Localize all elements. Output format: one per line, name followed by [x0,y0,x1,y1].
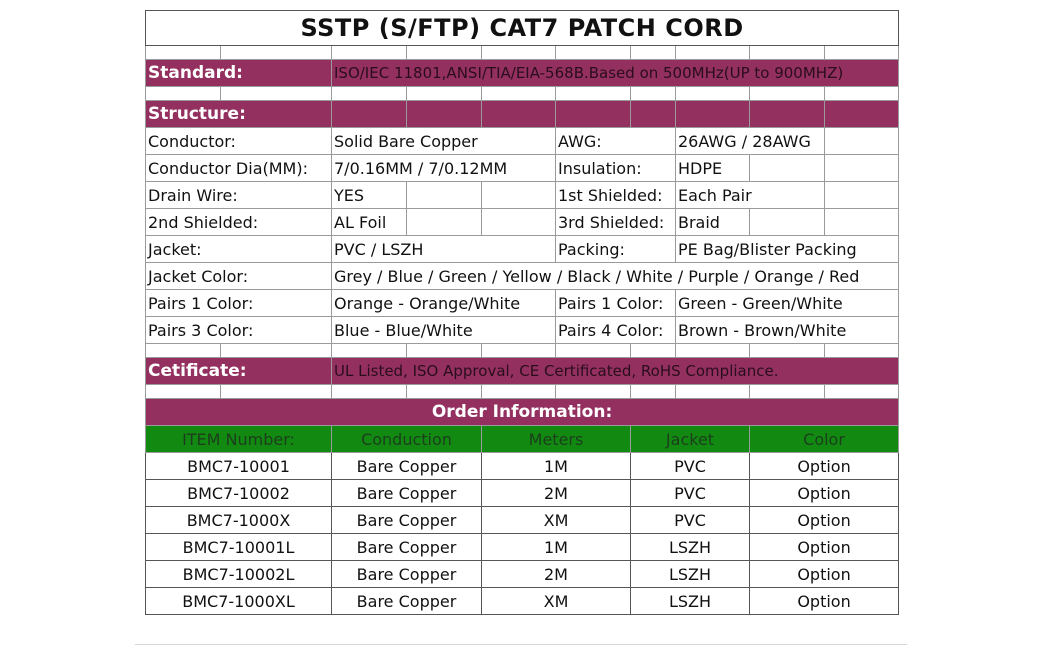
spec-label: Pairs 1 Color: [146,290,332,317]
structure-row [146,209,899,236]
table-cell: PVC [631,480,750,507]
spec-label: Pairs 3 Color: [146,317,332,344]
table-cell: 1M [482,453,631,480]
table-row [146,561,899,588]
table-cell: PVC [631,453,750,480]
spec-label: Insulation: [556,155,676,182]
table-row [146,480,899,507]
column-header: Meters [482,426,631,453]
spacer-row [146,46,899,60]
spec-label: 3rd Shielded: [556,209,676,236]
spec-value: Grey / Blue / Green / Yellow / Black / White / Purple / Orange / Red [332,263,899,290]
spec-value: 26AWG / 28AWG [676,128,825,155]
jacket-color-row [146,263,899,290]
spec-value: Braid [676,209,750,236]
spec-value: Orange - Orange/White [332,290,556,317]
table-row [146,534,899,561]
structure-row [146,182,899,209]
certificate-row [146,358,899,385]
spec-value: PE Bag/Blister Packing [676,236,899,263]
table-cell: BMC7-10001L [146,534,332,561]
table-cell: BMC7-10002L [146,561,332,588]
column-header: Conduction [332,426,482,453]
table-cell: 2M [482,480,631,507]
table-cell: Bare Copper [332,588,482,615]
column-header: Color [750,426,899,453]
table-cell: LSZH [631,588,750,615]
table-cell: Bare Copper [332,561,482,588]
spec-label: 1st Shielded: [556,182,676,209]
spec-label: Jacket: [146,236,332,263]
pairs-row [146,317,899,344]
table-cell: Bare Copper [332,453,482,480]
certificate-value: UL Listed, ISO Approval, CE Certificated, RoHS Compliance. [332,358,899,385]
table-cell: LSZH [631,534,750,561]
table-cell: XM [482,507,631,534]
table-cell: Option [750,588,899,615]
table-cell: PVC [631,507,750,534]
spec-value: HDPE [676,155,750,182]
table-cell: BMC7-10002 [146,480,332,507]
column-header: ITEM Number: [146,426,332,453]
table-cell: 1M [482,534,631,561]
table-cell: Option [750,561,899,588]
spacer-row [146,385,899,399]
structure-row [146,128,899,155]
structure-header-row [146,101,899,128]
spec-label: Packing: [556,236,676,263]
spec-value: Each Pair [676,182,825,209]
spacer-row [146,87,899,101]
standard-value: ISO/IEC 11801,ANSI/TIA/EIA-568B.Based on 500MHz(UP to 900MHZ) [332,60,899,87]
spec-value: PVC / LSZH [332,236,556,263]
spec-label: Pairs 4 Color: [556,317,676,344]
spec-table [145,10,899,615]
table-cell: Bare Copper [332,480,482,507]
standard-row [146,60,899,87]
table-cell: BMC7-10001 [146,453,332,480]
table-cell: LSZH [631,561,750,588]
footer-divider [135,644,907,645]
title-row [146,11,899,46]
table-row [146,588,899,615]
table-cell: Option [750,534,899,561]
spec-label: Drain Wire: [146,182,332,209]
order-title: Order Information: [146,399,899,426]
spec-value: 7/0.16MM / 7/0.12MM [332,155,556,182]
standard-label: Standard: [146,60,332,87]
spec-value: AL Foil [332,209,407,236]
table-cell: BMC7-1000X [146,507,332,534]
table-cell: Option [750,453,899,480]
spec-sheet [145,10,898,615]
structure-row [146,236,899,263]
spacer-row [146,344,899,358]
pairs-row [146,290,899,317]
spec-label: Jacket Color: [146,263,332,290]
table-row [146,507,899,534]
spec-label: Conductor: [146,128,332,155]
spec-label: Pairs 1 Color: [556,290,676,317]
spec-label: 2nd Shielded: [146,209,332,236]
spec-label: Conductor Dia(MM): [146,155,332,182]
spec-label: AWG: [556,128,676,155]
column-header: Jacket [631,426,750,453]
spec-value: Brown - Brown/White [676,317,899,344]
table-cell: Option [750,480,899,507]
structure-row [146,155,899,182]
table-cell: Bare Copper [332,534,482,561]
spec-value: YES [332,182,407,209]
order-header-row [146,399,899,426]
spec-value: Blue - Blue/White [332,317,556,344]
table-cell: Bare Copper [332,507,482,534]
table-cell: XM [482,588,631,615]
table-row [146,453,899,480]
certificate-label: Cetificate: [146,358,332,385]
spec-value: Solid Bare Copper [332,128,556,155]
structure-label: Structure: [146,101,332,128]
table-cell: 2M [482,561,631,588]
page-title: SSTP (S/FTP) CAT7 PATCH CORD [146,11,899,46]
table-cell: Option [750,507,899,534]
table-cell: BMC7-1000XL [146,588,332,615]
order-table-body [146,453,899,615]
spec-value: Green - Green/White [676,290,899,317]
order-column-headers [146,426,899,453]
